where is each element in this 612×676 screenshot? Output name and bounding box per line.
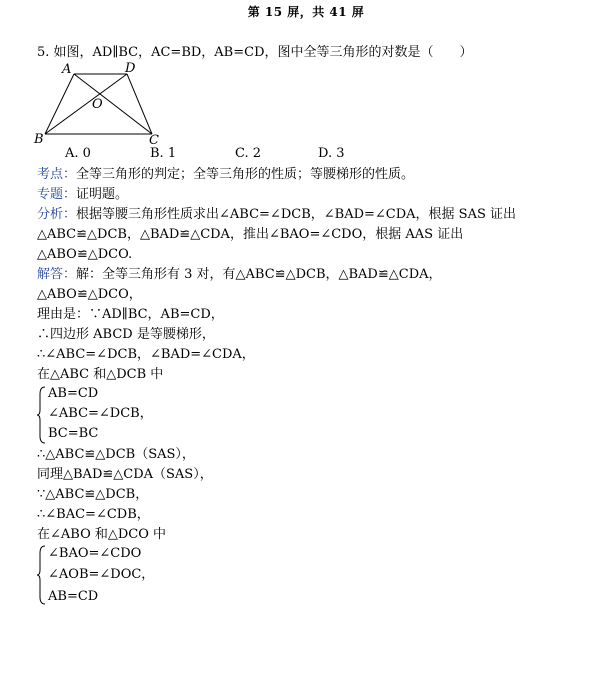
kaodian-tag: 考点： xyxy=(37,167,77,182)
question-text: 5. 如图，AD∥BC，AC=BD，AB=CD，图中全等三角形的对数是（ ） xyxy=(37,45,473,60)
kaodian-row xyxy=(37,166,414,184)
zhuanti-text: 证明题。 xyxy=(76,187,129,202)
choice-b: B. 1 xyxy=(150,146,177,161)
jieda-line-9: ∵△ABC≌△DCB， xyxy=(37,487,149,502)
fenxi-line-1: 根据等腰三角形性质求出∠ABC=∠DCB，∠BAD=∠CDA，根据 SAS 证出 xyxy=(76,207,517,222)
label-c: C xyxy=(149,133,159,148)
system2-line-2: ∠AOB=∠DOC， xyxy=(48,567,155,582)
page-header: 第 15 屏，共 41 屏 xyxy=(247,5,365,19)
jieda-tag: 解答： xyxy=(37,267,77,282)
choice-c: C. 2 xyxy=(235,146,262,161)
jieda-line-3: 理由是：∵AD∥BC，AB=CD， xyxy=(37,307,224,322)
system1-line-3: BC=BC xyxy=(48,426,99,441)
system1-line-2: ∠ABC=∠DCB， xyxy=(48,406,153,421)
choice-d: D. 3 xyxy=(318,146,345,161)
fenxi-line-3: △ABO≌△DCO. xyxy=(37,247,133,262)
kaodian-text: 全等三角形的判定；全等三角形的性质；等腰梯形的性质。 xyxy=(76,167,415,182)
zhuanti-row xyxy=(37,186,128,204)
jieda-line-1: 解：全等三角形有 3 对，有△ABC≌△DCB，△BAD≌△CDA， xyxy=(76,267,442,282)
choice-a: A. 0 xyxy=(65,146,91,161)
jieda-line-5: ∴∠ABC=∠DCB，∠BAD=∠CDA， xyxy=(37,347,255,362)
jieda-line-6: 在△ABC 和△DCB 中 xyxy=(37,367,164,382)
fenxi-row xyxy=(37,206,516,224)
segment-ab xyxy=(45,74,74,134)
label-o: O xyxy=(92,97,103,112)
label-a: A xyxy=(62,62,72,77)
left-brace-2 xyxy=(37,545,47,605)
fenxi-line-2: △ABC≌△DCB，△BAD≌△CDA，推出∠BAO=∠CDO，根据 AAS 证出 xyxy=(37,227,464,242)
jieda-line-11: 在∠ABO 和△DCO 中 xyxy=(37,527,167,542)
system1-line-1: AB=CD xyxy=(48,386,99,401)
left-brace-1 xyxy=(37,386,47,444)
jieda-line-8: 同理△BAD≌△CDA（SAS）， xyxy=(37,467,213,482)
trapezoid-figure xyxy=(30,62,170,150)
fenxi-tag: 分析： xyxy=(37,207,77,222)
zhuanti-tag: 专题： xyxy=(37,187,77,202)
jieda-line-4: ∴四边形 ABCD 是等腰梯形， xyxy=(37,327,215,342)
jieda-line-10: ∴∠BAC=∠CDB， xyxy=(37,507,150,522)
jieda-row xyxy=(37,266,442,284)
jieda-line-7: ∴△ABC≌△DCB（SAS）， xyxy=(37,447,195,462)
label-d: D xyxy=(125,62,136,76)
system2-line-3: AB=CD xyxy=(48,589,99,604)
jieda-line-2: △ABO≌△DCO， xyxy=(37,287,142,302)
label-b: B xyxy=(34,132,44,147)
system2-line-1: ∠BAO=∠CDO xyxy=(48,546,142,561)
